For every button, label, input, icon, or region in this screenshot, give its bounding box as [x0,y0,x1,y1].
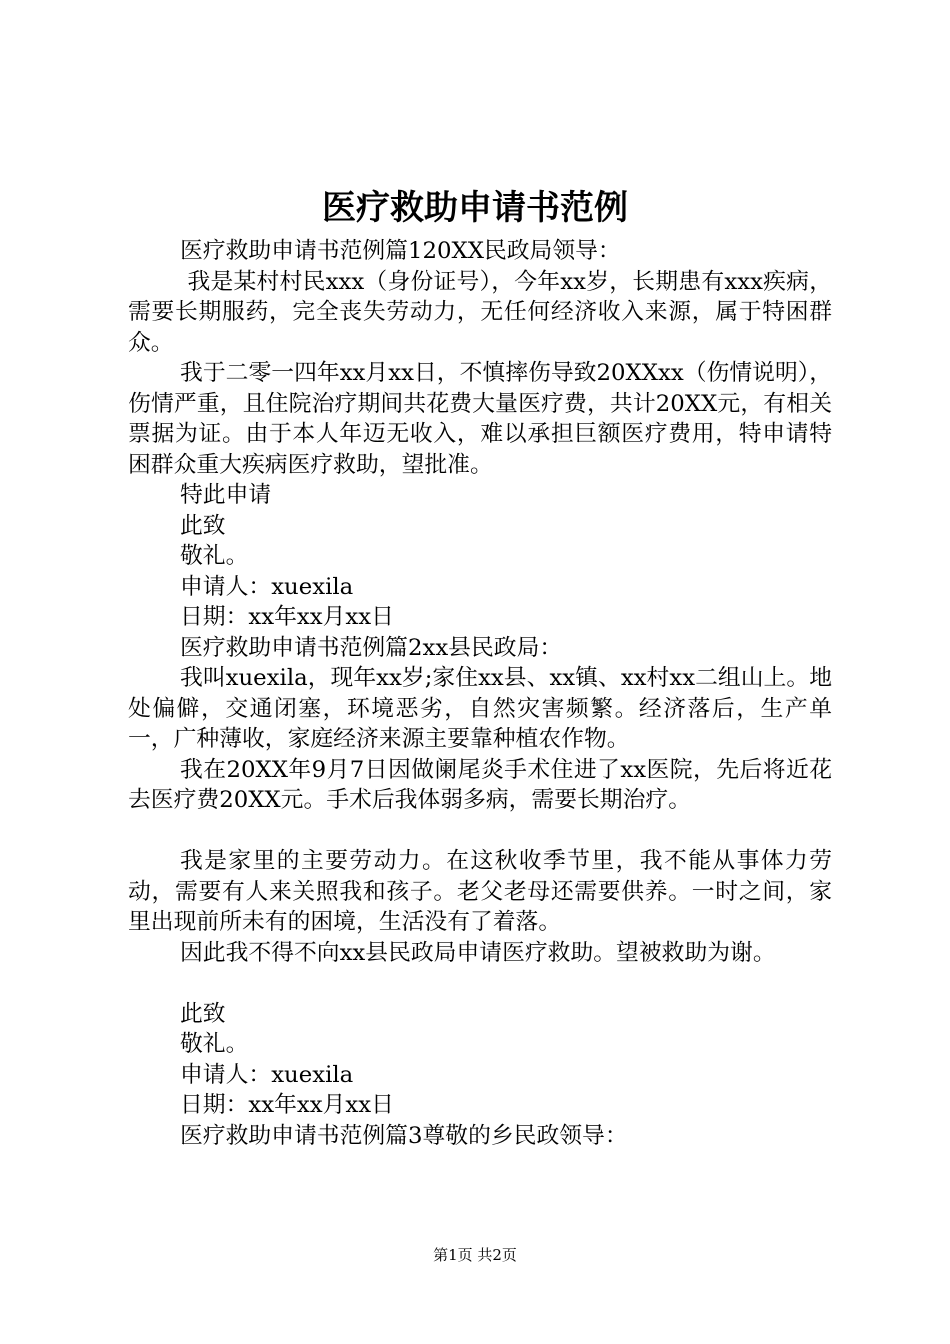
paragraph: 因此我不得不向xx县民政局申请医疗救助。望被救助为谢。 [180,939,776,966]
paragraph: 敬礼。 [180,1031,249,1057]
paragraph: 我于二零一四年xx月xx日，不慎摔伤导致20XXxx（伤情说明），伤情严重，且住院治疗期间共花费大量医疗费，共计20XX元，有相关票据为证。由于本人年迈无收入，难以承担巨额医疗费用，特申请特困群众重大疾病医疗救助，望批准。 [128,360,832,478]
paragraph: 申请人：xuexila [180,1061,354,1088]
paragraph: 医疗救助申请书范例篇2xx县民政局： [180,634,563,661]
paragraph: 敬礼。 [180,543,249,569]
paragraph: 此致 [180,1000,226,1027]
paragraph: 我是某村村民xxx（身份证号），今年xx岁，长期患有xxx疾病，需要长期服药，完全丧失劳动力，无任何经济收入来源，属于特困群众。 [128,268,833,356]
paragraph: 特此申请 [180,482,272,508]
paragraph: 我是家里的主要劳动力。在这秋收季节里，我不能从事体力劳动，需要有人来关照我和孩子。老父老母还需要供养。一时之间，家里出现前所未有的困境，生活没有了着落。 [128,848,832,935]
document-body [128,236,832,1151]
paragraph: 我在20XX年9月7日因做阑尾炎手术住进了xx医院，先后将近花去医疗费20XX元。手术后我体弱多病，需要长期治疗。 [128,756,832,813]
page-number: 第1页 共2页 [433,1246,517,1264]
blank-line [128,816,832,847]
paragraph: 医疗救助申请书范例篇3尊敬的乡民政领导： [180,1122,628,1149]
paragraph: 申请人：xuexila [180,573,354,600]
paragraph: 日期：xx年xx月xx日 [180,1092,394,1118]
paragraph: 我叫xuexila，现年xx岁;家住xx县、xx镇、xx村xx二组山上。地处偏僻，交通闭塞，环境恶劣，自然灾害频繁。经济落后，生产单一，广种薄收，家庭经济来源主要靠种植农作物。 [128,665,832,752]
paragraph: 医疗救助申请书范例篇120XX民政局领导： [180,238,621,264]
paragraph: 日期：xx年xx月xx日 [180,604,394,630]
paragraph: 此致 [180,512,226,539]
blank-line [128,968,832,999]
document-title: 医疗救助申请书范例 [322,188,628,228]
